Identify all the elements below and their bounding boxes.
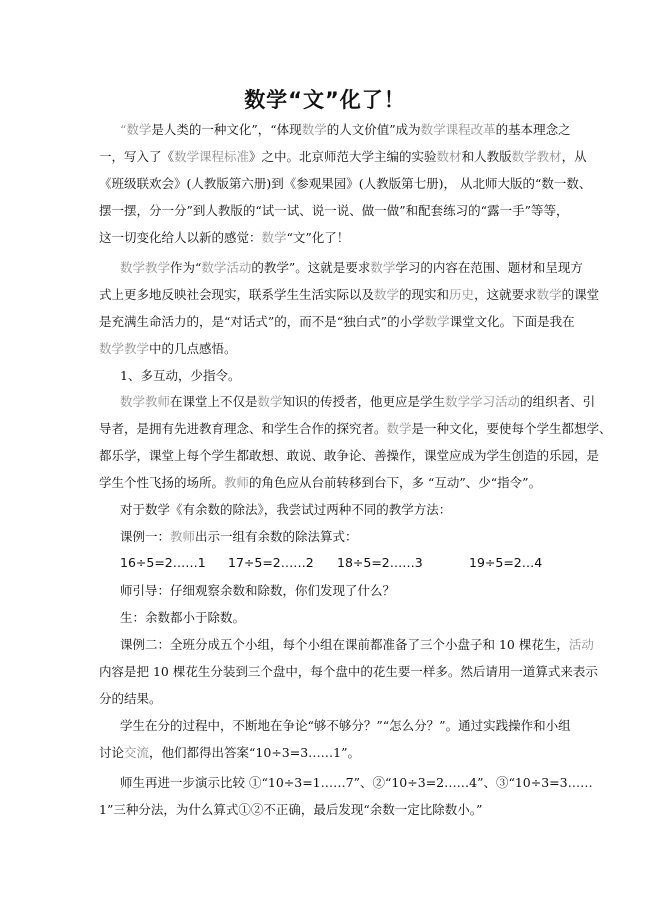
para2-line-4: 数学教学中的几点感悟。 <box>99 341 237 356</box>
example2-line-3: 分的结果。 <box>99 691 162 706</box>
keyword: 数学学习活动 <box>445 394 521 409</box>
para3-line-4: 学生个性飞扬的场所。教师的角色应从台前转移到台下，多 “互动”、少“指令”。 <box>99 475 542 490</box>
keyword: 数学 <box>301 122 327 137</box>
page-title: 数学“文”化了！ <box>244 88 406 112</box>
equation: 17÷5=2……2 <box>228 555 314 570</box>
keyword: 数材 <box>436 149 462 164</box>
keyword: 教师 <box>224 475 250 490</box>
para3-line-1: 数学教师在课堂上不仅是数学知识的传授者，他更应是学生数学学习活动的组织者、引 <box>120 394 596 409</box>
para2-line-2: 式上更多地反映社会现实，联系学生生活实际以及数学的现实和历史，这就要求数学的课堂 <box>99 287 600 302</box>
keyword: 数学活动 <box>201 260 252 275</box>
keyword: 交流 <box>124 745 150 760</box>
keyword: 数学教师 <box>120 394 171 409</box>
keyword: 数学教学 <box>120 260 171 275</box>
keyword: 数学课程标准 <box>174 149 250 164</box>
keyword: 数学 <box>536 287 562 302</box>
example1-line: 课例一：教师出示一组有余数的除法算式： <box>120 529 358 544</box>
example2-line-1: 课例二：全班分成五个小组，每个小组在课前都准备了三个小盘子和 10 棵花生，活动 <box>120 637 594 652</box>
keyword: 数学 <box>261 230 287 245</box>
keyword: 数学教材 <box>511 149 562 164</box>
keyword: 数学课程改革 <box>420 122 496 137</box>
keyword: 数学 <box>424 314 450 329</box>
keyword: 数学教学 <box>99 341 150 356</box>
example2-line-2: 内容是把 10 棵花生分装到三个盘中，每个盘中的花生要一样多。然后请用一道算式来表示 <box>99 664 598 679</box>
intro-line-2: 一，写入了《数学课程标准》之中。北京师范大学主编的实验数材和人教版数学教材，从 <box>99 149 587 164</box>
keyword: 数学 <box>370 260 396 275</box>
para2-line-3: 是充满生命活力的，是“对话式”的，而不是“独白式”的小学数学课堂文化。下面是我在 <box>99 314 575 329</box>
keyword: 数学 <box>257 394 283 409</box>
intro-line-5: 这一切变化给人以新的感觉：数学“文”化了！ <box>99 230 350 245</box>
para3-line-2: 导者，是拥有先进教育理念、和学生合作的探究者。数学是一种文化，要使每个学生都想学、 <box>99 421 612 436</box>
para3-line-3: 都乐学，课堂上每个学生都敢想、敢说、敢争论、善操作，课堂应成为学生创造的乐园，是 <box>99 448 600 463</box>
intro-line-4: 摆一摆，分一分”到人教版的“试一试、说一说、做一做”和配套练习的“露一手”等等， <box>99 203 569 218</box>
equation: 18÷5=2……3 <box>337 555 423 570</box>
para5-line-1: 学生在分的过程中，不断地在争论“够不够分？”“怎么分？”。通过实践操作和小组 <box>120 718 571 733</box>
intro-line-1: “数学是人类的一种文化”，“体现数学的人文价值”成为数学课程改革的基本理念之 <box>120 122 571 137</box>
para4-line: 对于数学《有余数的除法》，我尝试过两种不同的教学方法： <box>120 502 452 517</box>
keyword: 教师 <box>170 529 196 544</box>
keyword: 历史 <box>449 287 475 302</box>
section-heading: 1、多互动，少指令。 <box>120 368 241 383</box>
para6-line-2: 1”三种分法，为什么算式①②不正确，最后发现“余数一定比除数小。” <box>99 802 483 817</box>
para2-line-1: 数学教学作为“数学活动的教学”。这就是要求数学学习的内容在范围、题材和呈现方 <box>120 260 583 275</box>
student-answer-line: 生：余数都小于除数。 <box>120 610 246 625</box>
equation: 19÷5=2…4 <box>469 555 543 570</box>
equation: 16÷5=2……1 <box>120 555 206 570</box>
para6-line-1: 师生再进一步演示比较 ①“10÷3=1……7”、②“10÷3=2……4”、③“10÷3=3…… <box>120 775 593 790</box>
teacher-guide-line: 师引导：仔细观察余数和除数，你们发现了什么？ <box>120 583 396 598</box>
keyword: “数学 <box>120 122 152 137</box>
keyword: 活动 <box>568 637 594 652</box>
para5-line-2: 讨论交流，他们都得出答案“10÷3=3……1”。 <box>99 745 361 760</box>
intro-line-3: 《班级联欢会》(人教版第六册)到《参观果园》(人教版第七册)， 从北师大版的“数一数、 <box>99 176 592 191</box>
keyword: 数学 <box>386 421 412 436</box>
keyword: 数学 <box>374 287 400 302</box>
